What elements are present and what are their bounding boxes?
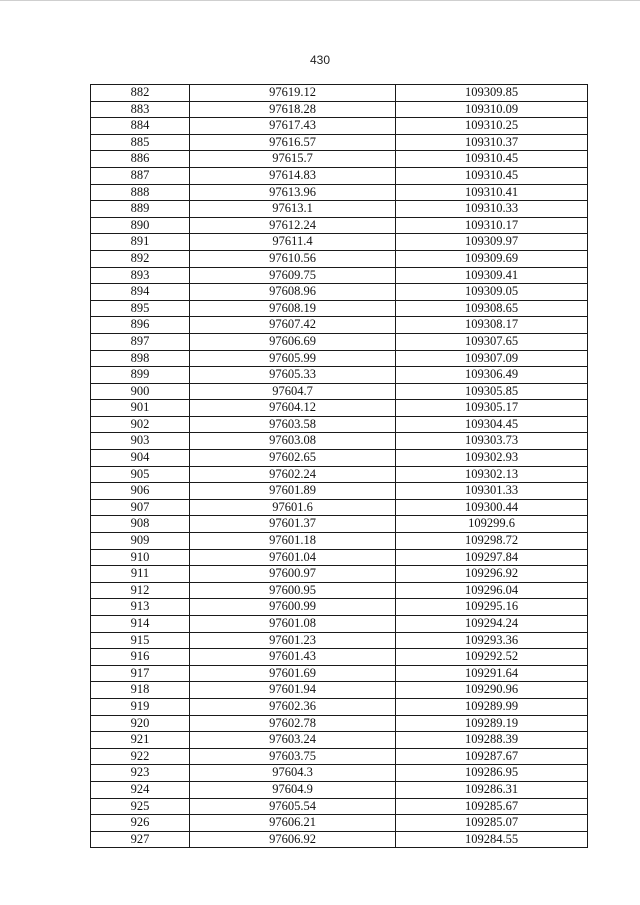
x-coordinate-cell: 97603.58 <box>190 416 396 433</box>
y-coordinate-cell: 109310.33 <box>396 201 588 218</box>
point-number-cell: 885 <box>91 134 190 151</box>
table-row <box>91 831 588 848</box>
y-coordinate-cell: 109285.07 <box>396 815 588 832</box>
y-coordinate-cell: 109286.31 <box>396 781 588 798</box>
x-coordinate-cell: 97608.96 <box>190 284 396 301</box>
x-coordinate-cell: 97615.7 <box>190 151 396 168</box>
x-coordinate-cell: 97601.23 <box>190 632 396 649</box>
y-coordinate-cell: 109308.17 <box>396 317 588 334</box>
point-number-cell: 912 <box>91 582 190 599</box>
y-coordinate-cell: 109291.64 <box>396 665 588 682</box>
table-row <box>91 765 588 782</box>
point-number-cell: 907 <box>91 499 190 516</box>
point-number-cell: 882 <box>91 85 190 102</box>
table-row <box>91 815 588 832</box>
x-coordinate-cell: 97611.4 <box>190 234 396 251</box>
point-number-cell: 918 <box>91 682 190 699</box>
x-coordinate-cell: 97610.56 <box>190 250 396 267</box>
x-coordinate-cell: 97608.19 <box>190 300 396 317</box>
table-row <box>91 450 588 467</box>
point-number-cell: 927 <box>91 831 190 848</box>
y-coordinate-cell: 109304.45 <box>396 416 588 433</box>
table-row <box>91 499 588 516</box>
x-coordinate-cell: 97601.6 <box>190 499 396 516</box>
point-number-cell: 890 <box>91 217 190 234</box>
point-number-cell: 884 <box>91 118 190 135</box>
x-coordinate-cell: 97601.04 <box>190 549 396 566</box>
x-coordinate-cell: 97606.21 <box>190 815 396 832</box>
y-coordinate-cell: 109286.95 <box>396 765 588 782</box>
y-coordinate-cell: 109310.17 <box>396 217 588 234</box>
table-row <box>91 184 588 201</box>
x-coordinate-cell: 97609.75 <box>190 267 396 284</box>
y-coordinate-cell: 109289.99 <box>396 698 588 715</box>
x-coordinate-cell: 97602.36 <box>190 698 396 715</box>
x-coordinate-cell: 97616.57 <box>190 134 396 151</box>
table-row <box>91 516 588 533</box>
point-number-cell: 923 <box>91 765 190 782</box>
table-row <box>91 101 588 118</box>
y-coordinate-cell: 109301.33 <box>396 483 588 500</box>
point-number-cell: 904 <box>91 450 190 467</box>
point-number-cell: 909 <box>91 533 190 550</box>
point-number-cell: 922 <box>91 748 190 765</box>
y-coordinate-cell: 109294.24 <box>396 616 588 633</box>
table-row <box>91 250 588 267</box>
table-row <box>91 466 588 483</box>
x-coordinate-cell: 97601.69 <box>190 665 396 682</box>
table-row <box>91 134 588 151</box>
table-row <box>91 300 588 317</box>
x-coordinate-cell: 97603.24 <box>190 732 396 749</box>
point-number-cell: 897 <box>91 333 190 350</box>
point-number-cell: 919 <box>91 698 190 715</box>
table-row <box>91 732 588 749</box>
y-coordinate-cell: 109290.96 <box>396 682 588 699</box>
point-number-cell: 925 <box>91 798 190 815</box>
x-coordinate-cell: 97601.94 <box>190 682 396 699</box>
point-number-cell: 905 <box>91 466 190 483</box>
point-number-cell: 900 <box>91 383 190 400</box>
x-coordinate-cell: 97601.89 <box>190 483 396 500</box>
x-coordinate-cell: 97617.43 <box>190 118 396 135</box>
y-coordinate-cell: 109293.36 <box>396 632 588 649</box>
y-coordinate-cell: 109302.93 <box>396 450 588 467</box>
point-number-cell: 902 <box>91 416 190 433</box>
x-coordinate-cell: 97613.1 <box>190 201 396 218</box>
x-coordinate-cell: 97605.33 <box>190 367 396 384</box>
x-coordinate-cell: 97603.75 <box>190 748 396 765</box>
x-coordinate-cell: 97614.83 <box>190 167 396 184</box>
table-row <box>91 748 588 765</box>
table-row <box>91 350 588 367</box>
table-row <box>91 566 588 583</box>
page-top-edge <box>0 0 640 1</box>
point-number-cell: 916 <box>91 649 190 666</box>
table-row <box>91 698 588 715</box>
x-coordinate-cell: 97606.92 <box>190 831 396 848</box>
point-number-cell: 908 <box>91 516 190 533</box>
table-row <box>91 483 588 500</box>
table-row <box>91 367 588 384</box>
y-coordinate-cell: 109296.92 <box>396 566 588 583</box>
table-row <box>91 167 588 184</box>
x-coordinate-cell: 97607.42 <box>190 317 396 334</box>
point-number-cell: 896 <box>91 317 190 334</box>
point-number-cell: 915 <box>91 632 190 649</box>
point-number-cell: 895 <box>91 300 190 317</box>
y-coordinate-cell: 109310.09 <box>396 101 588 118</box>
point-number-cell: 910 <box>91 549 190 566</box>
table-row <box>91 151 588 168</box>
y-coordinate-cell: 109296.04 <box>396 582 588 599</box>
point-number-cell: 893 <box>91 267 190 284</box>
table-row <box>91 682 588 699</box>
x-coordinate-cell: 97613.96 <box>190 184 396 201</box>
point-number-cell: 894 <box>91 284 190 301</box>
x-coordinate-cell: 97606.69 <box>190 333 396 350</box>
y-coordinate-cell: 109295.16 <box>396 599 588 616</box>
table-row <box>91 217 588 234</box>
y-coordinate-cell: 109307.65 <box>396 333 588 350</box>
x-coordinate-cell: 97600.95 <box>190 582 396 599</box>
page-number: 430 <box>309 53 331 67</box>
y-coordinate-cell: 109298.72 <box>396 533 588 550</box>
y-coordinate-cell: 109284.55 <box>396 831 588 848</box>
table-row <box>91 549 588 566</box>
y-coordinate-cell: 109306.49 <box>396 367 588 384</box>
x-coordinate-cell: 97618.28 <box>190 101 396 118</box>
x-coordinate-cell: 97605.54 <box>190 798 396 815</box>
x-coordinate-cell: 97605.99 <box>190 350 396 367</box>
table-row <box>91 284 588 301</box>
point-number-cell: 899 <box>91 367 190 384</box>
y-coordinate-cell: 109309.85 <box>396 85 588 102</box>
y-coordinate-cell: 109303.73 <box>396 433 588 450</box>
x-coordinate-cell: 97602.65 <box>190 450 396 467</box>
y-coordinate-cell: 109310.45 <box>396 167 588 184</box>
point-number-cell: 886 <box>91 151 190 168</box>
table-row <box>91 118 588 135</box>
point-number-cell: 911 <box>91 566 190 583</box>
y-coordinate-cell: 109308.65 <box>396 300 588 317</box>
y-coordinate-cell: 109310.37 <box>396 134 588 151</box>
x-coordinate-cell: 97600.99 <box>190 599 396 616</box>
table-row <box>91 201 588 218</box>
table-row <box>91 317 588 334</box>
x-coordinate-cell: 97603.08 <box>190 433 396 450</box>
point-number-cell: 903 <box>91 433 190 450</box>
y-coordinate-cell: 109297.84 <box>396 549 588 566</box>
point-number-cell: 891 <box>91 234 190 251</box>
table-row <box>91 234 588 251</box>
point-number-cell: 898 <box>91 350 190 367</box>
table-row <box>91 333 588 350</box>
y-coordinate-cell: 109309.41 <box>396 267 588 284</box>
table-row <box>91 599 588 616</box>
x-coordinate-cell: 97601.18 <box>190 533 396 550</box>
table-row <box>91 582 588 599</box>
y-coordinate-cell: 109287.67 <box>396 748 588 765</box>
x-coordinate-cell: 97604.12 <box>190 400 396 417</box>
point-number-cell: 892 <box>91 250 190 267</box>
table-row <box>91 416 588 433</box>
coordinates-table-body <box>91 85 588 848</box>
y-coordinate-cell: 109299.6 <box>396 516 588 533</box>
x-coordinate-cell: 97601.43 <box>190 649 396 666</box>
y-coordinate-cell: 109289.19 <box>396 715 588 732</box>
y-coordinate-cell: 109310.41 <box>396 184 588 201</box>
x-coordinate-cell: 97619.12 <box>190 85 396 102</box>
point-number-cell: 914 <box>91 616 190 633</box>
point-number-cell: 913 <box>91 599 190 616</box>
point-number-cell: 920 <box>91 715 190 732</box>
table-row <box>91 715 588 732</box>
x-coordinate-cell: 97600.97 <box>190 566 396 583</box>
y-coordinate-cell: 109309.97 <box>396 234 588 251</box>
coordinates-table <box>90 84 588 848</box>
table-row <box>91 649 588 666</box>
point-number-cell: 888 <box>91 184 190 201</box>
y-coordinate-cell: 109305.17 <box>396 400 588 417</box>
table-row <box>91 798 588 815</box>
y-coordinate-cell: 109288.39 <box>396 732 588 749</box>
table-row <box>91 632 588 649</box>
y-coordinate-cell: 109309.05 <box>396 284 588 301</box>
table-row <box>91 267 588 284</box>
point-number-cell: 887 <box>91 167 190 184</box>
table-row <box>91 665 588 682</box>
table-row <box>91 400 588 417</box>
point-number-cell: 883 <box>91 101 190 118</box>
x-coordinate-cell: 97601.08 <box>190 616 396 633</box>
point-number-cell: 917 <box>91 665 190 682</box>
y-coordinate-cell: 109310.25 <box>396 118 588 135</box>
y-coordinate-cell: 109300.44 <box>396 499 588 516</box>
y-coordinate-cell: 109310.45 <box>396 151 588 168</box>
point-number-cell: 906 <box>91 483 190 500</box>
table-row <box>91 781 588 798</box>
x-coordinate-cell: 97604.3 <box>190 765 396 782</box>
point-number-cell: 921 <box>91 732 190 749</box>
point-number-cell: 926 <box>91 815 190 832</box>
table-row <box>91 383 588 400</box>
x-coordinate-cell: 97601.37 <box>190 516 396 533</box>
x-coordinate-cell: 97612.24 <box>190 217 396 234</box>
y-coordinate-cell: 109292.52 <box>396 649 588 666</box>
table-row <box>91 85 588 102</box>
y-coordinate-cell: 109305.85 <box>396 383 588 400</box>
y-coordinate-cell: 109302.13 <box>396 466 588 483</box>
table-row <box>91 533 588 550</box>
point-number-cell: 924 <box>91 781 190 798</box>
y-coordinate-cell: 109307.09 <box>396 350 588 367</box>
point-number-cell: 889 <box>91 201 190 218</box>
x-coordinate-cell: 97604.7 <box>190 383 396 400</box>
x-coordinate-cell: 97604.9 <box>190 781 396 798</box>
point-number-cell: 901 <box>91 400 190 417</box>
x-coordinate-cell: 97602.78 <box>190 715 396 732</box>
table-row <box>91 433 588 450</box>
y-coordinate-cell: 109285.67 <box>396 798 588 815</box>
y-coordinate-cell: 109309.69 <box>396 250 588 267</box>
x-coordinate-cell: 97602.24 <box>190 466 396 483</box>
table-row <box>91 616 588 633</box>
